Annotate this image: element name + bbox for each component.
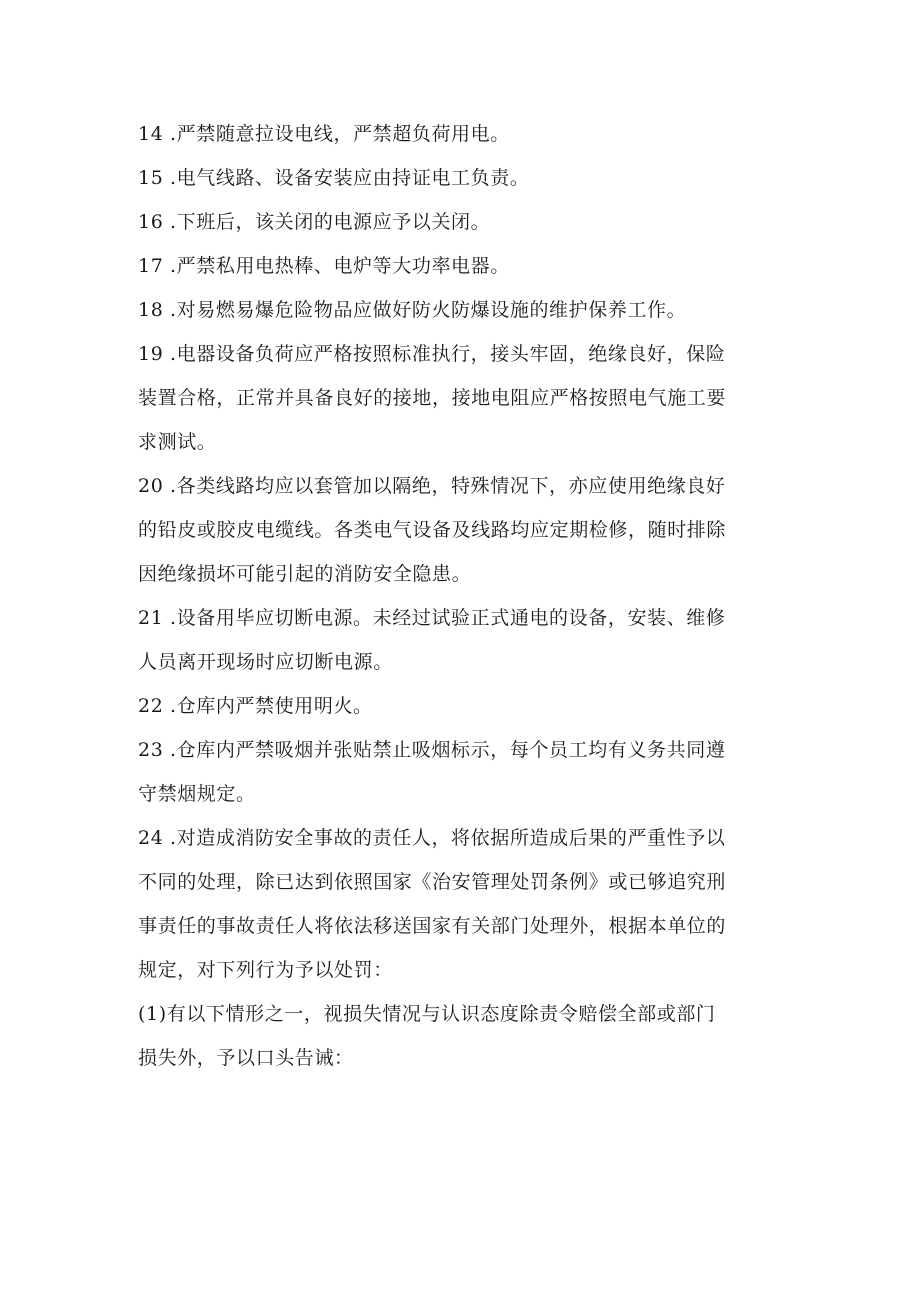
text-line: 20 .各类线路均应以套管加以隔绝，特殊情况下，亦应使用绝缘良好 [138, 475, 726, 497]
text-line: 规定，对下列行为予以处罚： [138, 959, 393, 981]
text-line: (1)有以下情形之一，视损失情况与认识态度除责令赔偿全部或部门 [138, 1003, 716, 1025]
text-line: 因绝缘损坏可能引起的消防安全隐患。 [138, 563, 472, 585]
text-line: 22 .仓库内严禁使用明火。 [138, 695, 373, 717]
clause-24 [138, 816, 788, 992]
clause-18 [138, 288, 788, 332]
text-line: 14 .严禁随意拉设电线，严禁超负荷用电。 [138, 123, 510, 145]
clause-21 [138, 596, 788, 684]
text-line: 18 .对易燃易爆危险物品应做好防火防爆设施的维护保养工作。 [138, 299, 687, 321]
clause-23 [138, 728, 788, 816]
document-body [138, 112, 788, 1080]
sub-item-1 [138, 992, 788, 1080]
clause-15 [138, 156, 788, 200]
text-line: 求测试。 [138, 431, 217, 453]
clause-14 [138, 112, 788, 156]
text-line: 19 .电器设备负荷应严格按照标准执行，接头牢固，绝缘良好，保险 [138, 343, 726, 365]
text-line: 不同的处理，除已达到依照国家《治安管理处罚条例》或已够追究刑 [138, 871, 727, 893]
clause-22 [138, 684, 788, 728]
text-line: 24 .对造成消防安全事故的责任人，将依据所造成后果的严重性予以 [138, 827, 726, 849]
clause-16 [138, 200, 788, 244]
clause-17 [138, 244, 788, 288]
text-line: 守禁烟规定。 [138, 783, 256, 805]
text-line: 的铅皮或胶皮电缆线。各类电气设备及线路均应定期检修，随时排除 [138, 519, 727, 541]
text-line: 装置合格，正常并具备良好的接地，接地电阻应严格按照电气施工要 [138, 387, 727, 409]
text-line: 21 .设备用毕应切断电源。未经过试验正式通电的设备，安装、维修 [138, 607, 726, 629]
text-line: 人员离开现场时应切断电源。 [138, 651, 393, 673]
text-line: 事责任的事故责任人将依法移送国家有关部门处理外，根据本单位的 [138, 915, 727, 937]
text-line: 23 .仓库内严禁吸烟并张贴禁止吸烟标示，每个员工均有义务共同遵 [138, 739, 726, 761]
text-line: 17 .严禁私用电热棒、电炉等大功率电器。 [138, 255, 510, 277]
text-line: 16 .下班后，该关闭的电源应予以关闭。 [138, 211, 491, 233]
clause-19 [138, 332, 788, 464]
clause-20 [138, 464, 788, 596]
text-line: 15 .电气线路、设备安装应由持证电工负责。 [138, 167, 530, 189]
text-line: 损失外，予以口头告诫： [138, 1047, 354, 1069]
